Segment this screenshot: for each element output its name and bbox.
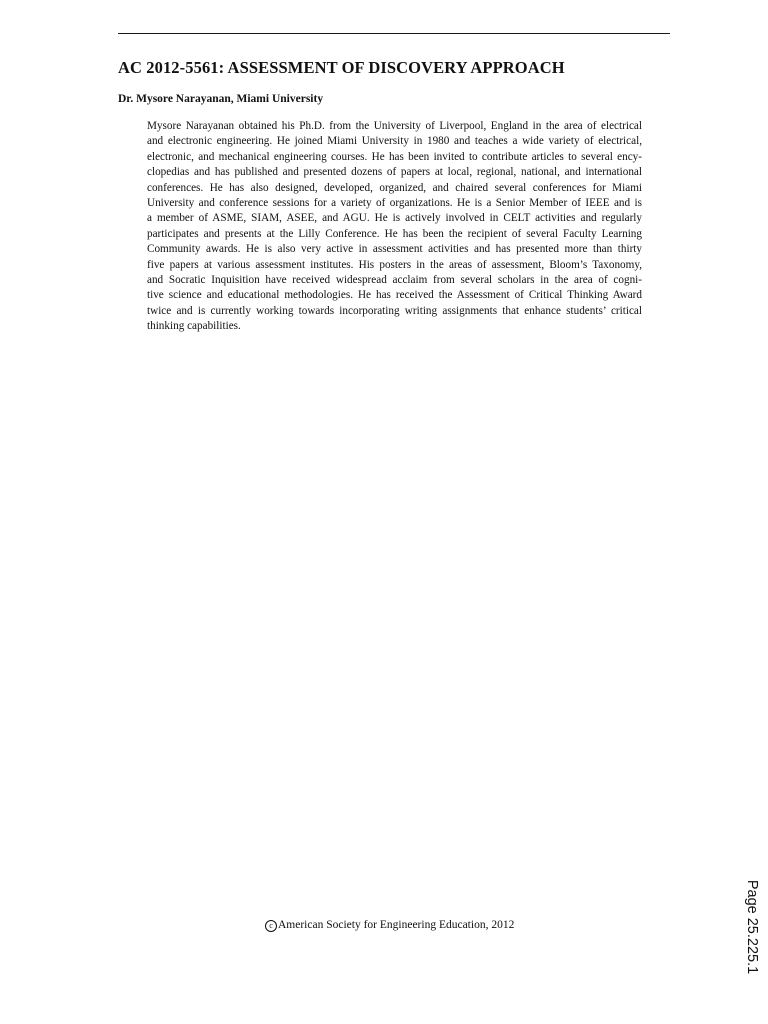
bio-line: University and conference sessions for a variety of organizations. He is a Senior Member of IEEE and is	[147, 196, 642, 209]
bio-line: participates and presents at the Lilly Conference. He has been the recipient of several Faculty Learning	[147, 227, 642, 240]
bio-line: Mysore Narayanan obtained his Ph.D. from the University of Liverpool, England in the area of electrical	[147, 120, 642, 132]
copyright-text: American Society for Engineering Education, 2012	[278, 919, 515, 931]
paper-title: AC 2012-5561: ASSESSMENT OF DISCOVERY APPROACH	[118, 58, 565, 77]
bio-line: and electronic engineering. He joined Miami University in 1980 and teaches a wide variety of electrical,	[147, 135, 642, 148]
bio-line: clopedias and has published and presented dozens of papers at local, regional, national, and international	[147, 166, 642, 179]
bio-line: and Socratic Inquisition have received widespread acclaim from several scholars in the area of cogni-	[147, 273, 642, 286]
bio-line: conferences. He has also designed, developed, organized, and chaired several conferences for Miami	[147, 181, 642, 194]
bio-line: electronic, and mechanical engineering courses. He has been invited to contribute articles to several ency-	[147, 150, 642, 163]
copyright-icon: c	[265, 920, 277, 932]
bio-line: tive science and educational methodologies. He has received the Assessment of Critical Thinking Award	[147, 289, 642, 302]
bio-line: twice and is currently working towards incorporating writing assignments that enhance students’ critical	[147, 304, 642, 317]
top-rule	[118, 33, 670, 34]
bio-line: five papers at various assessment institutes. His posters in the areas of assessment, Bloom’s Taxonomy,	[147, 258, 642, 271]
copyright-footer	[265, 919, 514, 932]
bio-line: a member of ASME, SIAM, ASEE, and AGU. He is actively involved in CELT activities and regularly	[147, 212, 642, 225]
bio-line: thinking capabilities.	[147, 320, 241, 333]
bio-line: Community awards. He is also very active in assessment activities and has presented more than thirty	[147, 243, 642, 256]
page-number: Page 25.225.1	[744, 879, 760, 975]
author-line: Dr. Mysore Narayanan, Miami University	[118, 93, 324, 105]
author-bio	[147, 119, 642, 334]
